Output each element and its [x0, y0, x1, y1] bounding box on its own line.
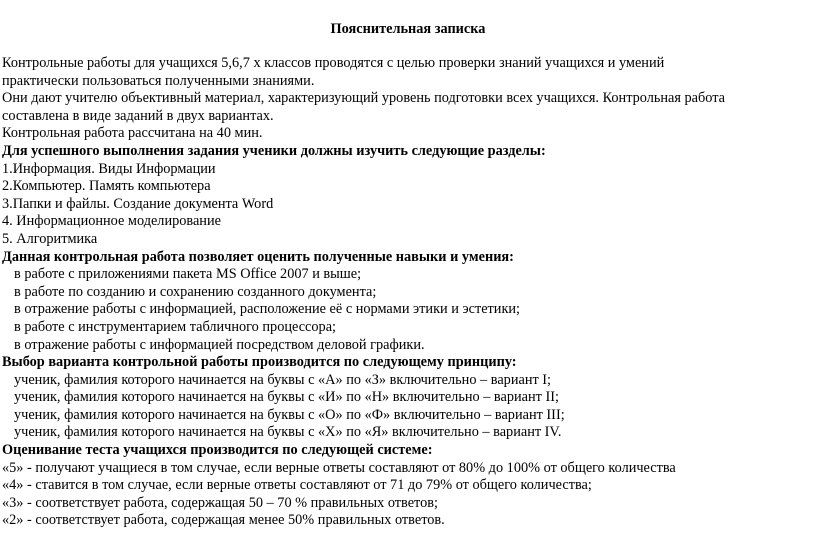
variant-text: ученик, фамилия которого начинается на буквы с «Х» по «Я» включительно – вариант IV.	[14, 424, 562, 441]
variant-item	[2, 389, 814, 407]
intro-line: Они дают учителю объективный материал, характеризующий уровень подготовки всех учащихся. Контрольная работа	[2, 90, 726, 107]
variant-text: ученик, фамилия которого начинается на буквы с «О» по «Ф» включительно – вариант III;	[14, 406, 565, 423]
skill-text: в работе по созданию и сохранению созданного документа;	[14, 283, 377, 300]
skills-heading: Данная контрольная работа позволяет оценить полученные навыки и умения:	[2, 248, 514, 265]
variant-item	[2, 424, 814, 442]
variant-item	[2, 407, 814, 425]
variant-text: ученик, фамилия которого начинается на буквы с «А» по «З» включительно – вариант I;	[14, 371, 552, 388]
sections-heading: Для успешного выполнения задания ученики должны изучить следующие разделы:	[2, 142, 546, 159]
skill-item	[2, 337, 814, 355]
grading-item: «5» - получают учащиеся в том случае, если верные ответы составляют от 80% до 100% от общего количества	[2, 459, 676, 476]
variant-text: ученик, фамилия которого начинается на буквы с «И» по «Н» включительно – вариант II;	[14, 389, 559, 406]
skill-item	[2, 301, 814, 319]
intro-line: практически пользоваться полученными знаниями.	[2, 72, 315, 89]
skill-text: в работе с приложениями пакета MS Office 2007 и выше;	[14, 266, 362, 283]
grading-item: «3» - соответствует работа, содержащая 50 – 70 % правильных ответов;	[2, 494, 438, 511]
variant-heading: Выбор варианта контрольной работы производится по следующему принципу:	[2, 354, 517, 371]
grading-heading: Оценивание теста учащихся производится по следующей системе:	[2, 442, 433, 459]
intro-line: Контрольные работы для учащихся 5,6,7 х классов проводятся с целью проверки знаний учащихся и умений	[2, 55, 665, 71]
section-item: 2.Компьютер. Память компьютера	[2, 178, 211, 195]
skill-text: в отражение работы с информацией посредством деловой графики.	[14, 336, 425, 353]
skill-item	[2, 266, 814, 284]
document-title: Пояснительная записка	[330, 21, 486, 37]
intro-line: составлена в виде заданий в двух вариантах.	[2, 107, 274, 124]
skill-text: в работе с инструментарием табличного процессора;	[14, 318, 337, 335]
skill-item	[2, 284, 814, 302]
section-item: 4. Информационное моделирование	[2, 213, 221, 230]
grading-item: «4» - ставится в том случае, если верные ответы составляют от 71 до 79% от общего количества;	[2, 477, 592, 494]
variant-item	[2, 372, 814, 390]
section-item: 5. Алгоритмика	[2, 230, 98, 247]
skill-text: в отражение работы с информацией, расположение её с нормами этики и эстетики;	[14, 301, 521, 318]
grading-item: «2» - соответствует работа, содержащая менее 50% правильных ответов.	[2, 512, 445, 529]
section-item: 3.Папки и файлы. Создание документа Word	[2, 195, 274, 212]
section-item: 1.Информация. Виды Информации	[2, 160, 216, 177]
skill-item	[2, 319, 814, 337]
intro-line: Контрольная работа рассчитана на 40 мин.	[2, 125, 263, 142]
document-body	[2, 55, 814, 530]
